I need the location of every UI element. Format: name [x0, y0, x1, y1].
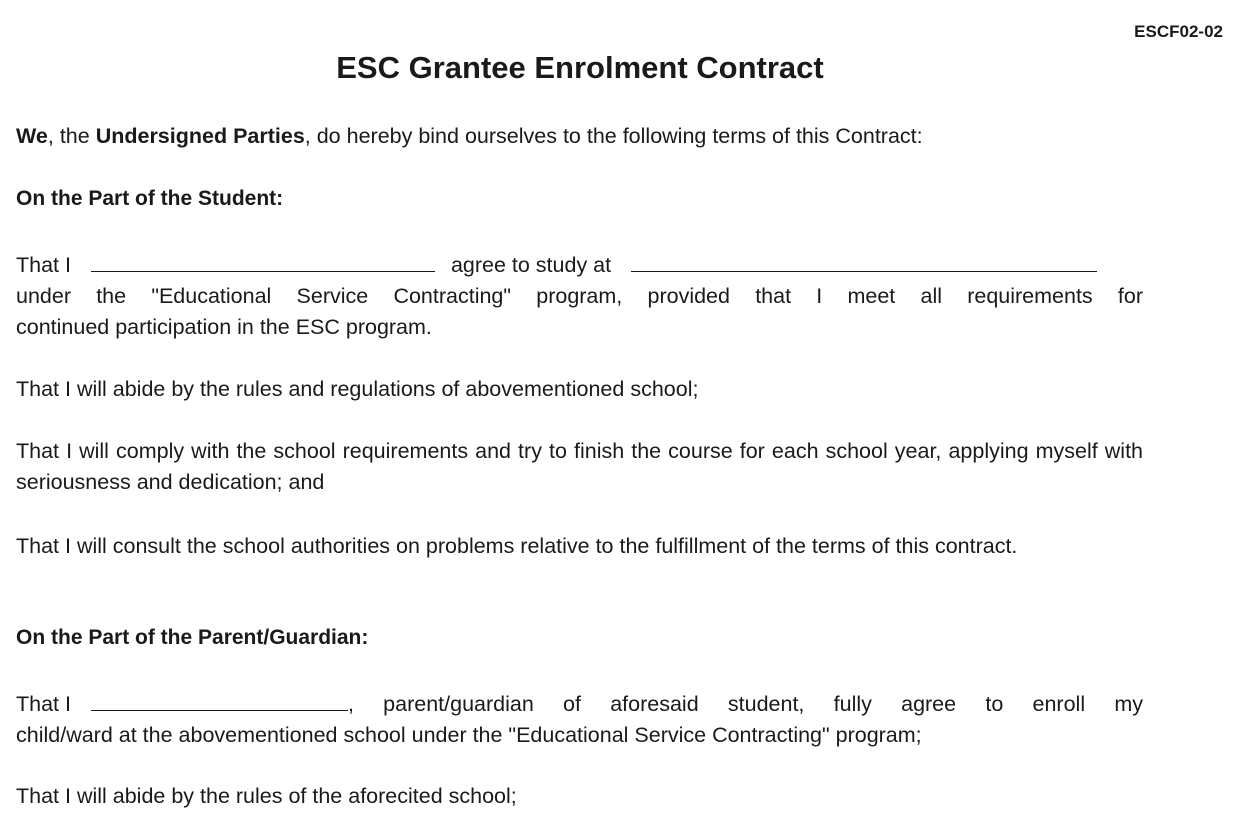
intro-rest: , do hereby bind ourselves to the following terms of this Contract: [304, 124, 923, 148]
student-p1-line-3: continued participation in the ESC program. [16, 315, 432, 339]
parent-paragraph-1 [16, 688, 1143, 751]
intro-we: We [16, 124, 48, 148]
student-paragraph-3: That I will comply with the school requirements and try to finish the course for each school year, applying myself with seriousness and dedication; and [16, 439, 1143, 494]
parent-paragraph-2: That I will abide by the rules of the aforecited school; [16, 784, 517, 808]
student-that-i: That I [16, 253, 71, 277]
student-p1-line-1 [16, 249, 1143, 281]
parent-p1-rest: , parent/guardian of aforesaid student, fully agree to enroll my [347, 692, 1143, 716]
parent-p1-line-2: child/ward at the abovementioned school under the "Educational Service Contracting" program; [16, 723, 922, 747]
student-name-field[interactable] [91, 249, 435, 272]
parent-p1-line-1 [16, 688, 1143, 720]
student-agree-text: agree to study at [450, 253, 612, 277]
parent-that-i: That I [16, 692, 71, 716]
intro-parties: Undersigned Parties [95, 124, 305, 148]
school-name-field[interactable] [631, 249, 1097, 272]
student-paragraph-4: That I will consult the school authorities on problems relative to the fulfillment of the terms of this contract. [16, 534, 1018, 558]
document-title: ESC Grantee Enrolment Contract [336, 50, 824, 85]
intro-the: , the [47, 124, 96, 148]
intro-paragraph [16, 121, 1143, 152]
parent-section-heading: On the Part of the Parent/Guardian: [16, 626, 369, 649]
parent-name-field[interactable] [91, 688, 348, 711]
form-code: ESCF02-02 [1134, 22, 1223, 41]
student-p1-line-2: under the "Educational Service Contracting" program, provided that I meet all requirements for [16, 284, 1143, 308]
student-paragraph-1 [16, 249, 1143, 343]
student-paragraph-2: That I will abide by the rules and regulations of abovementioned school; [16, 377, 699, 401]
student-section-heading: On the Part of the Student: [16, 187, 284, 210]
